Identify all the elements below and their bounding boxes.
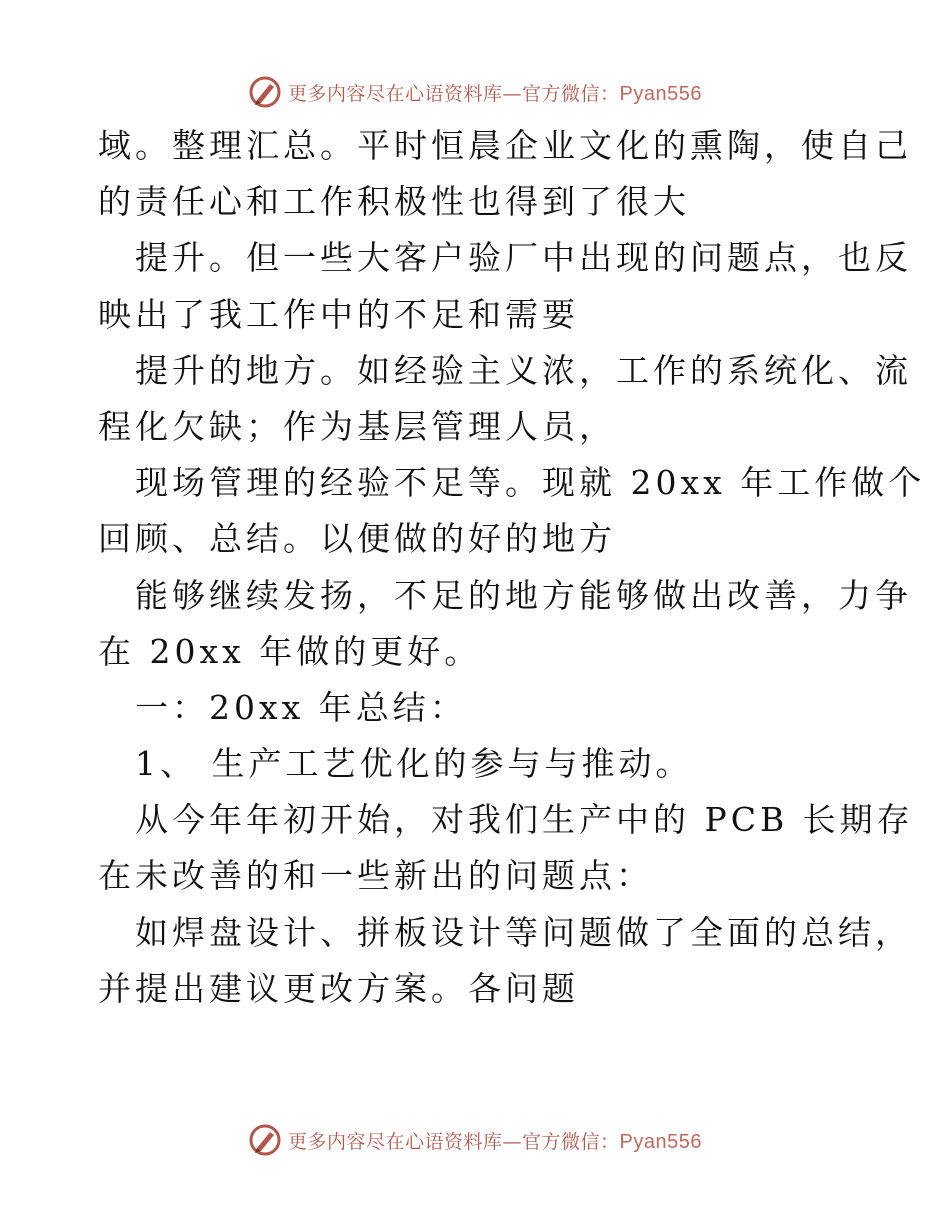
body-line: 的责任心和工作积极性也得到了很大: [98, 182, 690, 222]
body-line: 在未改善的和一些新出的问题点：: [98, 856, 653, 896]
document-body: [98, 118, 926, 1017]
body-line: 并提出建议更改方案。各问题: [98, 968, 579, 1008]
body-line: 能够继续发扬，不足的地方能够做出改善，力争: [135, 575, 912, 615]
footer-banner-brand: Pyan556: [619, 1130, 702, 1153]
header-banner-brand: Pyan556: [619, 82, 702, 105]
body-line: 从今年年初开始，对我们生产中的 PCB 长期存: [135, 800, 914, 840]
footer-banner-main: 更多内容尽在心语资料库—官方微信：: [288, 1130, 620, 1153]
header-banner: [0, 72, 950, 112]
body-line: 提升。但一些大客户验厂中出现的问题点，也反: [135, 238, 912, 278]
subsection-heading: 1、 生产工艺优化的参与与推动。: [135, 744, 693, 784]
body-line: 程化欠缺；作为基层管理人员，: [98, 406, 616, 446]
section-heading: 一：20xx 年总结：: [135, 687, 467, 727]
red-pen-seal-icon: [248, 75, 282, 109]
red-pen-seal-icon: [248, 1123, 282, 1157]
body-line: 域。整理汇总。平时恒晨企业文化的熏陶，使自己: [98, 126, 912, 165]
body-line: 提升的地方。如经验主义浓，工作的系统化、流: [135, 350, 912, 390]
header-banner-text: [288, 79, 702, 106]
body-line: 现场管理的经验不足等。现就 20xx 年工作做个: [135, 463, 926, 503]
body-line: 映出了我工作中的不足和需要: [98, 294, 579, 334]
body-line: 在 20xx 年做的更好。: [98, 631, 482, 671]
footer-banner: [0, 1120, 950, 1160]
footer-banner-text: [288, 1127, 702, 1154]
header-banner-main: 更多内容尽在心语资料库—官方微信：: [288, 82, 620, 105]
body-line: 回顾、总结。以便做的好的地方: [98, 519, 616, 559]
body-line: 如焊盘设计、拼板设计等问题做了全面的总结，: [135, 912, 912, 952]
